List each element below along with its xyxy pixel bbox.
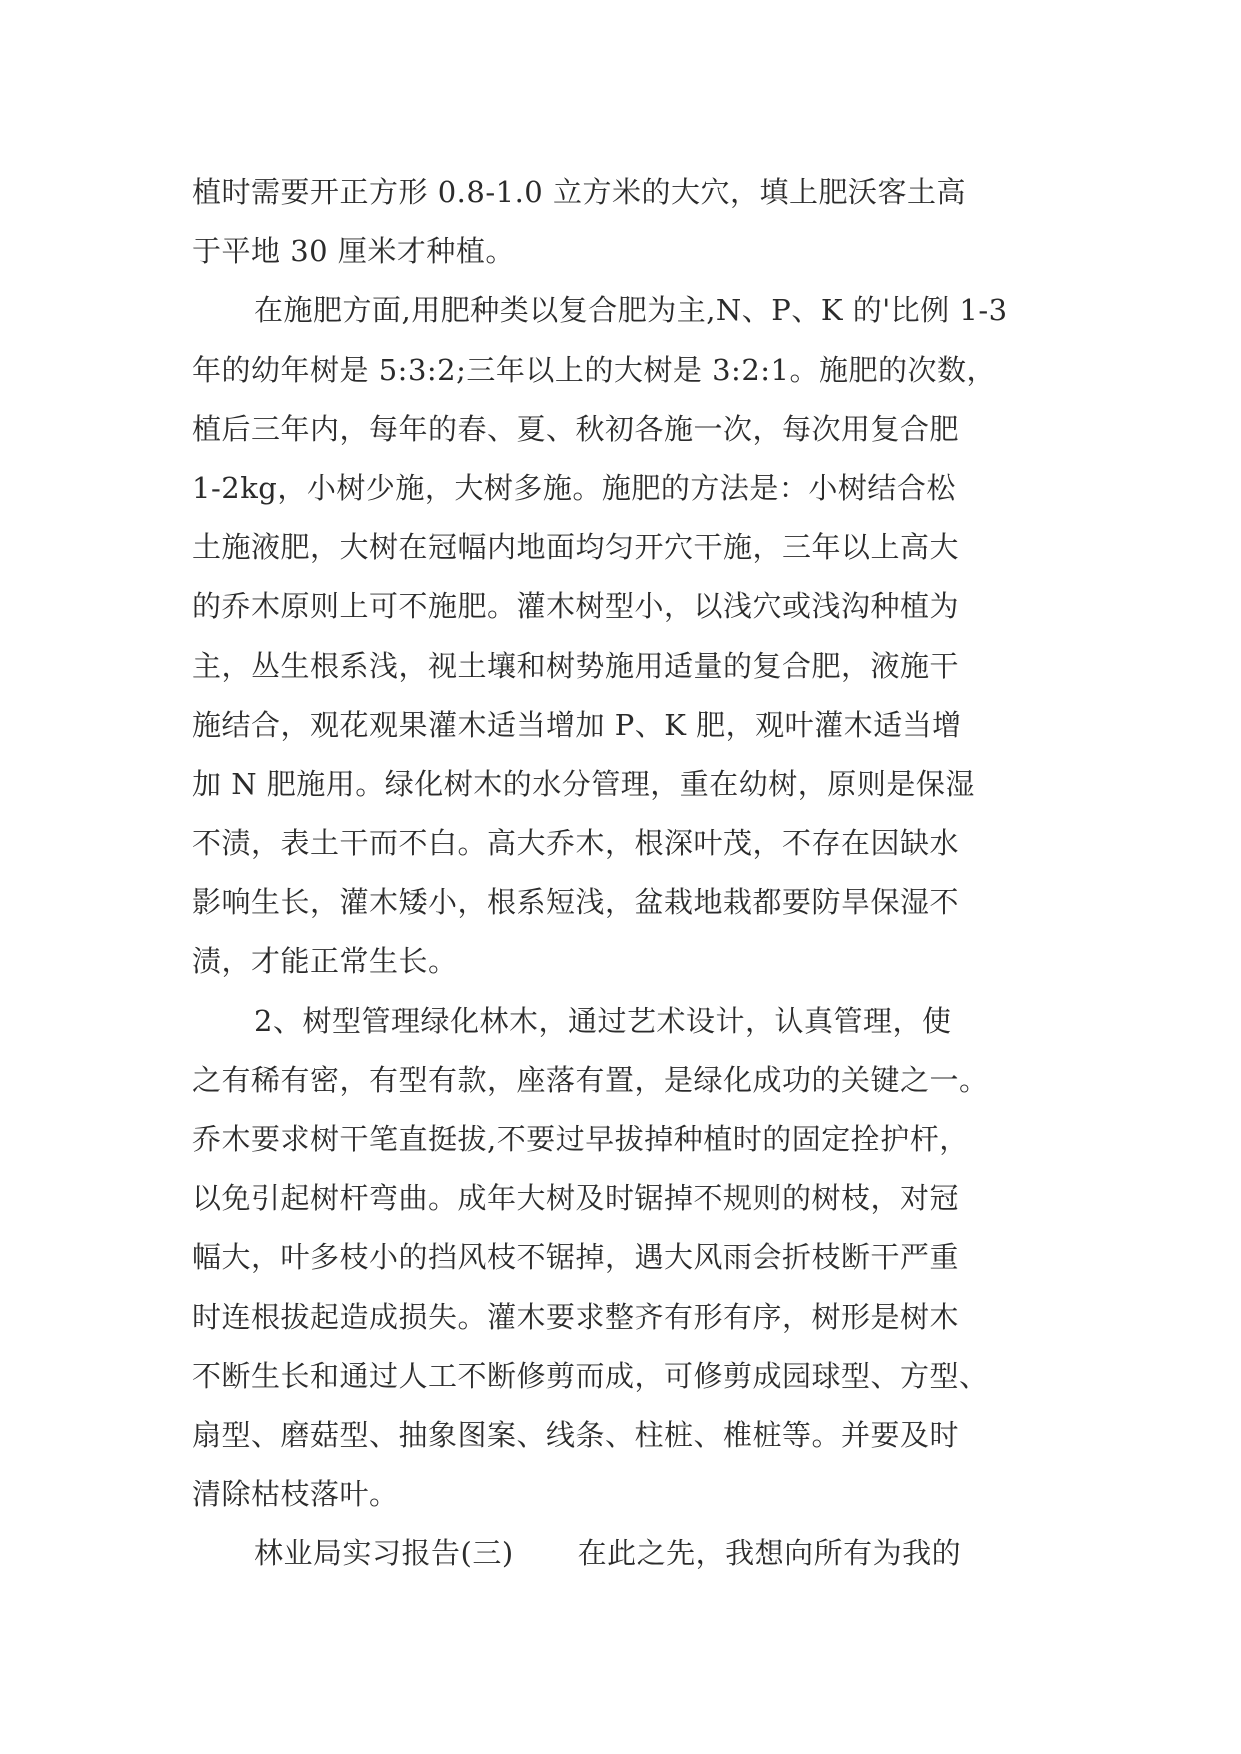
paragraph-start-line: 在施肥方面,用肥种类以复合肥为主,N、P、K 的'比例 1-3: [254, 293, 1008, 328]
text-line: 扇型、磨菇型、抽象图案、线条、柱桩、椎桩等。并要及时: [192, 1417, 960, 1452]
text-line: 年的幼年树是 5:3:2;三年以上的大树是 3:2:1。施肥的次数，: [192, 352, 996, 387]
section-text: 在此之先，我想向所有为我的: [577, 1536, 962, 1571]
text-line: 不渍，表土干而不白。高大乔木，根深叶茂，不存在因缺水: [192, 826, 960, 861]
text-line: 不断生长和通过人工不断修剪而成，可修剪成园球型、方型、: [192, 1358, 989, 1393]
text-line: 植后三年内，每年的春、夏、秋初各施一次，每次用复合肥: [192, 411, 960, 446]
section-title: 林业局实习报告(三): [254, 1536, 514, 1571]
text-line: 以免引起树杆弯曲。成年大树及时锯掉不规则的树枝，对冠: [192, 1181, 960, 1216]
text-line: 施结合，观花观果灌木适当增加 P、K 肥，观叶灌木适当增: [192, 707, 962, 742]
text-line: 1-2kg，小树少施，大树多施。施肥的方法是：小树结合松: [192, 470, 956, 505]
paragraph-start-line: [192, 1524, 1052, 1583]
text-line: 加 N 肥施用。绿化树木的水分管理，重在幼树，原则是保湿: [192, 766, 975, 801]
text-line: 时连根拔起造成损失。灌木要求整齐有形有序，树形是树木: [192, 1299, 960, 1334]
document-body: [192, 163, 1052, 1584]
text-line: 之有稀有密，有型有款，座落有置，是绿化成功的关键之一。: [192, 1062, 989, 1097]
text-line: 主，丛生根系浅，视土壤和树势施用适量的复合肥，液施干: [192, 648, 960, 683]
text-line: 土施液肥，大树在冠幅内地面均匀开穴干施，三年以上高大: [192, 530, 960, 565]
text-line: 植时需要开正方形 0.8-1.0 立方米的大穴，填上肥沃客土高: [192, 175, 966, 209]
text-line: 于平地 30 厘米才种植。: [192, 234, 515, 269]
paragraph-start-line: 2、树型管理绿化林木，通过艺术设计，认真管理，使: [254, 1003, 952, 1038]
text-line: 渍，才能正常生长。: [192, 944, 458, 979]
text-line: 的乔木原则上可不施肥。灌木树型小，以浅穴或浅沟种植为: [192, 589, 960, 624]
text-line: 清除枯枝落叶。: [192, 1477, 399, 1512]
text-line: 乔木要求树干笔直挺拔,不要过早拔掉种植时的固定拴护杆，: [192, 1122, 969, 1156]
text-line: 幅大，叶多枝小的挡风枝不锯掉，遇大风雨会折枝断干严重: [192, 1240, 960, 1275]
text-line: 影响生长，灌木矮小，根系短浅，盆栽地栽都要防旱保湿不: [192, 885, 960, 920]
